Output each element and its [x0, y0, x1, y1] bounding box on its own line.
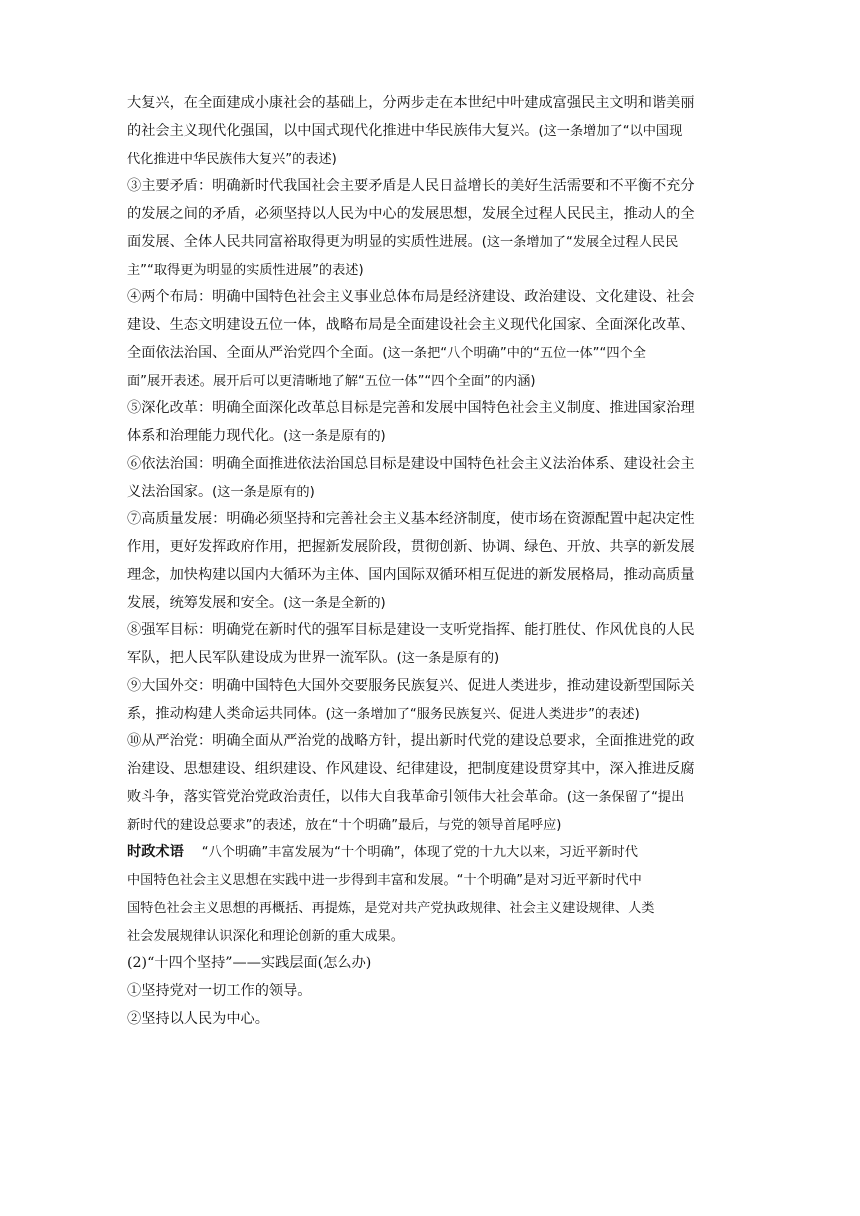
term-text: 社会发展规律认识深化和理论创新的重大成果。	[127, 928, 404, 944]
text-line	[127, 90, 733, 118]
main-text: ⑥依法治国：明确全面推进依法治国总目标是建设中国特色社会主义法治体系、建设社会主	[127, 455, 695, 472]
section-title: (2)“十四个坚持”——实践层面(怎么办)	[127, 955, 372, 972]
text-line	[127, 118, 733, 146]
main-text: 大复兴，在全面建成小康社会的基础上，分两步走在本世纪中叶建成富强民主文明和谐美丽	[127, 95, 695, 111]
text-line	[127, 756, 733, 784]
annotation-note: 主”“取得更为明显的实质性进展”的表述)	[127, 262, 364, 278]
main-text: 发展，统筹发展和安全。	[127, 594, 284, 611]
annotation-note: (这一条是原有的)	[396, 651, 500, 666]
annotation-note: 代化推进中华民族伟大复兴”的表述)	[127, 151, 337, 167]
term-line	[127, 895, 733, 923]
annotation-note: (这一条增加了“发展全过程人民民	[481, 234, 679, 250]
term-heading: 时政术语	[127, 844, 184, 861]
political-term-box	[127, 839, 733, 950]
main-text: 作用，更好发挥政府作用，把握新发展阶段，贯彻创新、协调、绿色、开放、共享的新发展	[127, 539, 695, 555]
text-line	[127, 812, 733, 840]
main-text: 面发展、全体人民共同富裕取得更为明显的实质性进展。	[127, 233, 482, 250]
term-line	[127, 839, 733, 867]
text-line	[127, 229, 733, 257]
text-line	[127, 673, 733, 701]
main-text: 体系和治理能力现代化。	[127, 428, 284, 444]
annotation-note: (这一条增加了“以中国现	[538, 123, 683, 139]
main-text: 的社会主义现代化强国，以中国式现代化推进中华民族伟大复兴。	[127, 122, 539, 139]
main-text: ⑤深化改革：明确全面深化改革总目标是完善和发展中国特色社会主义制度、推进国家治理	[127, 400, 695, 417]
text-line	[127, 617, 733, 645]
annotation-note: (这一条是原有的)	[212, 484, 315, 500]
main-text: 系，推动构建人类命运共同体。	[127, 705, 326, 722]
main-text: 理念，加快构建以国内大循环为主体、国内国际双循环相互促进的新发展格局，推动高质量	[127, 566, 695, 583]
list-item: ②坚持以人民为中心。	[127, 1010, 269, 1027]
annotation-note: (这一条增加了“服务民族复兴、促进人类进步”的表述)	[325, 706, 640, 722]
main-text: 建设、生态文明建设五位一体，战略布局是全面建设社会主义现代化国家、全面深化改革、	[127, 317, 695, 333]
annotation-note: 新时代的建设总要求”的表述，放在“十个明确”最后，与党的领导首尾呼应)	[127, 817, 562, 833]
main-text: 败斗争，落实管党治党政治责任，以伟大自我革命引领伟大社会革命。	[127, 788, 567, 805]
text-line	[127, 284, 733, 312]
text-line	[127, 479, 733, 507]
term-line	[127, 923, 733, 951]
annotation-note: (这一条是全新的)	[283, 595, 386, 611]
main-text: 治建设、思想建设、组织建设、作风建设、纪律建设，把制度建设贯穿其中，深入推进反腐	[127, 761, 695, 777]
annotation-note: (这一条保留了“提出	[566, 789, 685, 805]
main-text: 全面依法治国、全面从严治党四个全面。	[127, 344, 383, 361]
term-text: 中国特色社会主义思想在实践中进一步得到丰富和发展。“十个明确”是对习近平新时代中	[127, 873, 642, 888]
term-line	[127, 867, 733, 895]
text-line	[127, 312, 733, 340]
text-line	[127, 784, 733, 812]
text-line	[127, 506, 733, 534]
text-line	[127, 146, 733, 174]
term-text: 国特色社会主义思想的再概括、再提炼，是党对共产党执政规律、社会主义建设规律、人类	[127, 900, 655, 916]
text-line	[127, 201, 733, 229]
text-line	[127, 701, 733, 729]
fourteen-adherences-section	[127, 950, 733, 1033]
annotation-note: 面”展开表述。展开后可以更清晰地了解“五位一体”“四个全面”的内涵)	[127, 373, 536, 389]
text-line	[127, 451, 733, 479]
term-text: “八个明确”丰富发展为“十个明确”，体现了党的十九大以来，习近平新时代	[201, 845, 638, 861]
main-text: ⑧强军目标：明确党在新时代的强军目标是建设一支听党指挥、能打胜仗、作风优良的人民	[127, 622, 695, 639]
main-text: ⑩从严治党：明确全面从严治党的战略方针，提出新时代党的建设总要求，全面推进党的政	[127, 733, 695, 750]
text-line	[127, 395, 733, 423]
document-page	[127, 90, 733, 1034]
main-text: 军队，把人民军队建设成为世界一流军队。	[127, 650, 397, 666]
text-line	[127, 368, 733, 396]
main-text: ⑨大国外交：明确中国特色大国外交要服务民族复兴、促进人类进步，推动建设新型国际关	[127, 677, 695, 694]
text-line	[127, 534, 733, 562]
annotation-note: (这一条把“八个明确”中的“五位一体”“四个全	[382, 345, 646, 361]
main-text: ⑦高质量发展：明确必须坚持和完善社会主义基本经济制度，使市场在资源配置中起决定性	[127, 511, 695, 528]
main-text: 的发展之间的矛盾，必须坚持以人民为中心的发展思想，发展全过程人民民主，推动人的全	[127, 206, 695, 222]
text-line	[127, 423, 733, 451]
list-item: ①坚持党对一切工作的领导。	[127, 983, 312, 999]
ten-clarifications-text	[127, 90, 733, 839]
text-line	[127, 562, 733, 590]
text-line	[127, 728, 733, 756]
text-line	[127, 257, 733, 285]
main-text: ④两个布局：明确中国特色社会主义事业总体布局是经济建设、政治建设、文化建设、社会	[127, 289, 695, 306]
main-text: ③主要矛盾：明确新时代我国社会主要矛盾是人民日益增长的美好生活需要和不平衡不充分	[127, 178, 695, 195]
annotation-note: (这一条是原有的)	[283, 429, 386, 444]
text-line	[127, 173, 733, 201]
text-line	[127, 590, 733, 618]
text-line	[127, 645, 733, 673]
main-text: 义法治国家。	[127, 483, 213, 500]
text-line	[127, 340, 733, 368]
